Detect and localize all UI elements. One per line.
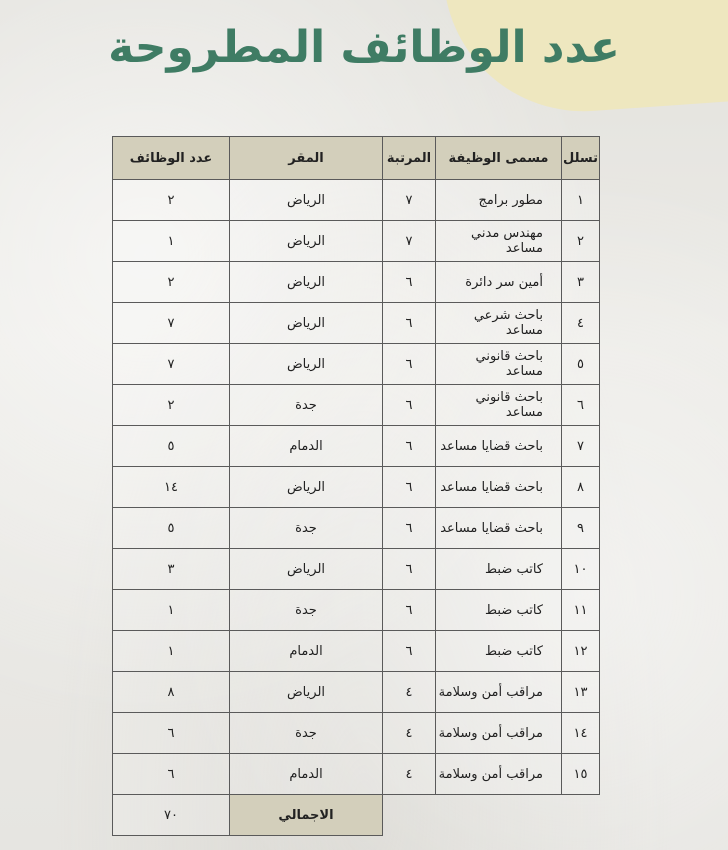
total-spacer: [383, 795, 600, 836]
cell-rank: ٦: [383, 385, 436, 426]
cell-serial: ٨: [562, 467, 600, 508]
cell-rank: ٦: [383, 549, 436, 590]
cell-count: ٥: [113, 426, 230, 467]
cell-rank: ٦: [383, 590, 436, 631]
cell-rank: ٦: [383, 467, 436, 508]
cell-job-title: باحث قانوني مساعد: [436, 344, 562, 385]
header-job-title: مسمى الوظيفة: [436, 137, 562, 180]
cell-serial: ٧: [562, 426, 600, 467]
table-row: [113, 549, 600, 590]
cell-rank: ٧: [383, 221, 436, 262]
cell-serial: ١: [562, 180, 600, 221]
cell-job-title: مراقب أمن وسلامة: [436, 672, 562, 713]
cell-job-title: كاتب ضبط: [436, 590, 562, 631]
cell-count: ٢: [113, 385, 230, 426]
cell-location: جدة: [230, 590, 383, 631]
cell-rank: ٦: [383, 631, 436, 672]
cell-count: ١: [113, 221, 230, 262]
cell-count: ٢: [113, 262, 230, 303]
cell-count: ٦: [113, 754, 230, 795]
table-row: [113, 672, 600, 713]
cell-rank: ٦: [383, 303, 436, 344]
cell-location: الرياض: [230, 303, 383, 344]
cell-count: ١: [113, 590, 230, 631]
cell-count: ٨: [113, 672, 230, 713]
table-row: [113, 754, 600, 795]
total-count: ٧٠: [113, 795, 230, 836]
cell-serial: ١٥: [562, 754, 600, 795]
cell-location: الرياض: [230, 221, 383, 262]
cell-job-title: باحث قضايا مساعد: [436, 467, 562, 508]
cell-job-title: باحث قضايا مساعد: [436, 508, 562, 549]
cell-serial: ٩: [562, 508, 600, 549]
jobs-table: [112, 136, 600, 836]
cell-location: الرياض: [230, 467, 383, 508]
cell-job-title: مراقب أمن وسلامة: [436, 713, 562, 754]
cell-serial: ٣: [562, 262, 600, 303]
table-header-row: [113, 137, 600, 180]
header-location: المقر: [230, 137, 383, 180]
table-row: [113, 385, 600, 426]
cell-rank: ٦: [383, 344, 436, 385]
cell-job-title: باحث قانوني مساعد: [436, 385, 562, 426]
cell-job-title: مطور برامج: [436, 180, 562, 221]
cell-location: الدمام: [230, 754, 383, 795]
table-row: [113, 303, 600, 344]
table-row: [113, 180, 600, 221]
cell-serial: ١٣: [562, 672, 600, 713]
cell-rank: ٦: [383, 426, 436, 467]
cell-location: الدمام: [230, 631, 383, 672]
cell-rank: ٦: [383, 508, 436, 549]
cell-job-title: باحث قضايا مساعد: [436, 426, 562, 467]
table-row: [113, 262, 600, 303]
total-label: الاجمالي: [230, 795, 383, 836]
cell-count: ٥: [113, 508, 230, 549]
cell-location: جدة: [230, 508, 383, 549]
cell-serial: ٥: [562, 344, 600, 385]
cell-location: الرياض: [230, 180, 383, 221]
cell-serial: ٦: [562, 385, 600, 426]
cell-job-title: باحث شرعي مساعد: [436, 303, 562, 344]
cell-count: ٧: [113, 303, 230, 344]
cell-serial: ١٠: [562, 549, 600, 590]
cell-count: ٦: [113, 713, 230, 754]
cell-rank: ٤: [383, 754, 436, 795]
header-count: عدد الوظائف: [113, 137, 230, 180]
table-row: [113, 467, 600, 508]
page-title: عدد الوظائف المطروحة: [108, 22, 620, 73]
cell-job-title: مهندس مدني مساعد: [436, 221, 562, 262]
cell-count: ١٤: [113, 467, 230, 508]
cell-location: الرياض: [230, 344, 383, 385]
table-row: [113, 426, 600, 467]
table-body: [113, 180, 600, 836]
cell-location: الدمام: [230, 426, 383, 467]
cell-job-title: أمين سر دائرة: [436, 262, 562, 303]
cell-rank: ٦: [383, 262, 436, 303]
cell-job-title: كاتب ضبط: [436, 549, 562, 590]
cell-location: جدة: [230, 713, 383, 754]
cell-job-title: مراقب أمن وسلامة: [436, 754, 562, 795]
cell-count: ٣: [113, 549, 230, 590]
cell-serial: ١٢: [562, 631, 600, 672]
cell-serial: ١٤: [562, 713, 600, 754]
cell-rank: ٧: [383, 180, 436, 221]
cell-location: الرياض: [230, 262, 383, 303]
cell-location: الرياض: [230, 549, 383, 590]
cell-rank: ٤: [383, 672, 436, 713]
cell-count: ١: [113, 631, 230, 672]
table-row: [113, 590, 600, 631]
cell-count: ٧: [113, 344, 230, 385]
table-row: [113, 221, 600, 262]
cell-location: الرياض: [230, 672, 383, 713]
cell-serial: ٤: [562, 303, 600, 344]
cell-count: ٢: [113, 180, 230, 221]
total-row: [113, 795, 600, 836]
cell-serial: ١١: [562, 590, 600, 631]
table-row: [113, 508, 600, 549]
header-serial: تسلل: [562, 137, 600, 180]
cell-job-title: كاتب ضبط: [436, 631, 562, 672]
table-row: [113, 344, 600, 385]
table-row: [113, 631, 600, 672]
table-row: [113, 713, 600, 754]
cell-location: جدة: [230, 385, 383, 426]
header-rank: المرتبة: [383, 137, 436, 180]
cell-serial: ٢: [562, 221, 600, 262]
cell-rank: ٤: [383, 713, 436, 754]
